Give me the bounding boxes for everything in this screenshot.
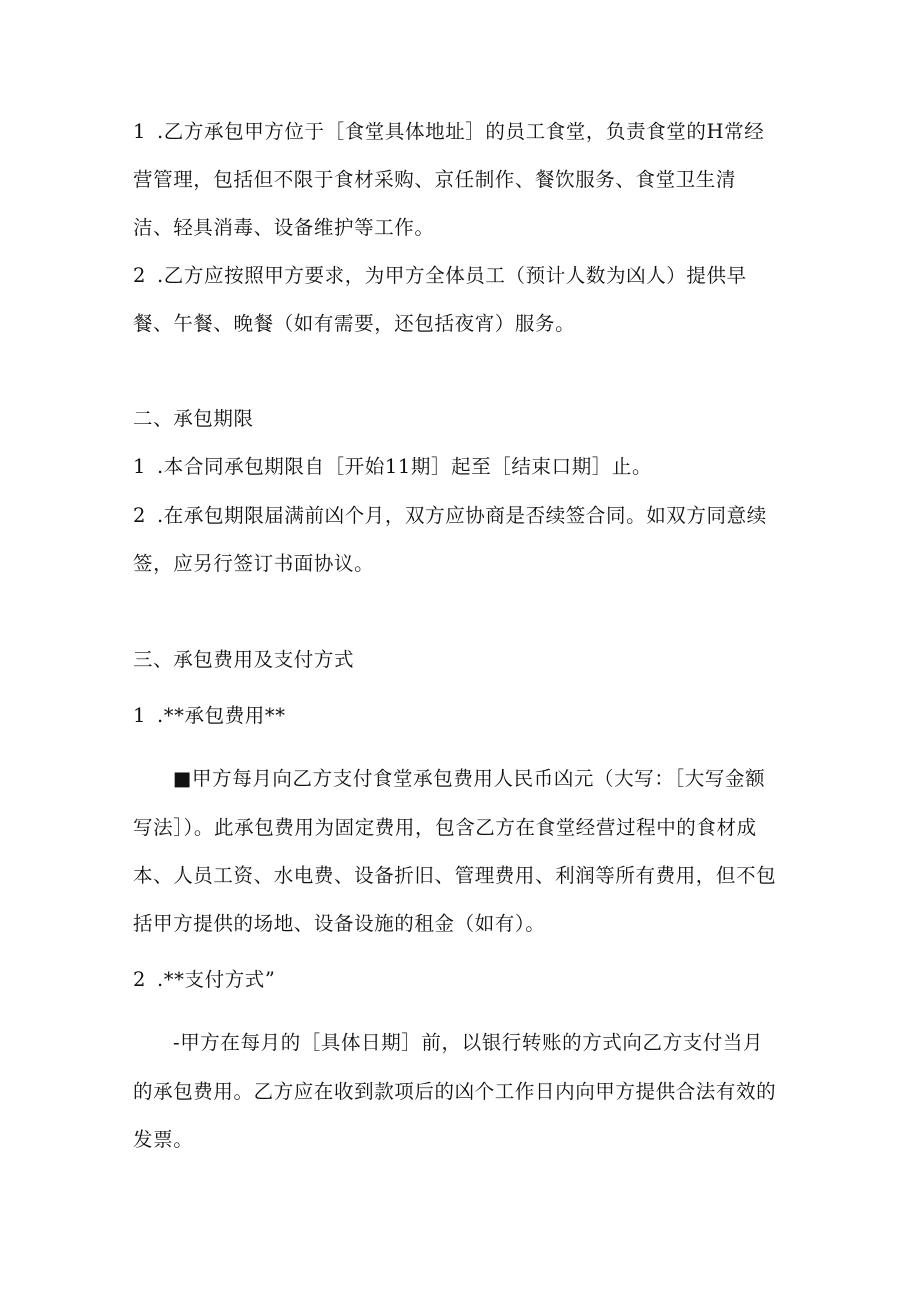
- s1-item2-line2: 餐、午餐、晚餐（如有需要，还包括夜宵）服务。: [133, 312, 576, 335]
- s1-item1-line2: 营管理，包括但不限于食材采购、京任制作、餐饮服务、食堂卫生清: [133, 168, 737, 191]
- s3-item1-para-line2: 写法］）。此承包费用为固定费用，包含乙方在食堂经营过程中的食材成: [133, 816, 757, 839]
- s3-item1-para-line4: 括甲方提供的场地、设备设施的租金（如有）。: [133, 912, 546, 935]
- s1-item2-number: 2: [133, 264, 147, 287]
- s3-item1-para-line3: 本、人员工资、水电费、设备折旧、管理费用、利润等所有费用，但不包: [133, 864, 777, 887]
- s2-item2-line1: [133, 502, 767, 530]
- section2-heading: 二、承包期限: [133, 407, 254, 430]
- s3-item2-para-line2: 的承包费用。乙方应在收到款项后的凶个工作日内向甲方提供合法有效的: [133, 1080, 777, 1103]
- s2-item1-number: 1: [133, 455, 147, 478]
- s3-item2-number: 2: [133, 968, 147, 991]
- s3-item1-title: .**承包费用**: [157, 704, 286, 727]
- section3-heading: 三、承包费用及支付方式: [133, 648, 355, 671]
- s3-item2-para-line1: -甲方在每月的［具体日期］前，以银行转账的方式向乙方支付当月: [173, 1031, 764, 1054]
- s1-item2-line1: [133, 262, 747, 290]
- s3-item1-title-line: [133, 702, 286, 730]
- s1-item1-number: 1: [133, 120, 147, 143]
- s1-item1-text1: .乙方承包甲方位于［食堂具体地址］的员工食堂，负责食堂的H常经: [157, 120, 765, 143]
- s2-item1-line1: [133, 453, 652, 481]
- s2-item2-number: 2: [133, 504, 147, 527]
- s1-item1-line1: [133, 118, 764, 146]
- s2-item2-line2: 签，应另行签订书面协议。: [133, 552, 375, 575]
- s1-item2-text1: .乙方应按照甲方要求，为甲方全体员工（预计人数为凶人）提供早: [157, 264, 747, 287]
- s3-item1-number: 1: [133, 704, 147, 727]
- s3-item1-para-line1: ■甲方每月向乙方支付食堂承包费用人民币凶元（大写：［大写金额: [173, 767, 766, 790]
- s3-item2-para-line3: 发票。: [133, 1128, 194, 1151]
- s3-item2-title: .**支付方式”: [157, 968, 276, 991]
- s3-item2-title-line: [133, 966, 275, 994]
- s1-item1-line3: 洁、轻具消毒、设备维护等工作。: [133, 216, 435, 239]
- s2-item2-text1: .在承包期限届满前凶个月，双方应协商是否续签合同。如双方同意续: [157, 504, 767, 527]
- s2-item1-text1: .本合同承包期限自［开始11期］起至［结束口期］止。: [157, 455, 653, 478]
